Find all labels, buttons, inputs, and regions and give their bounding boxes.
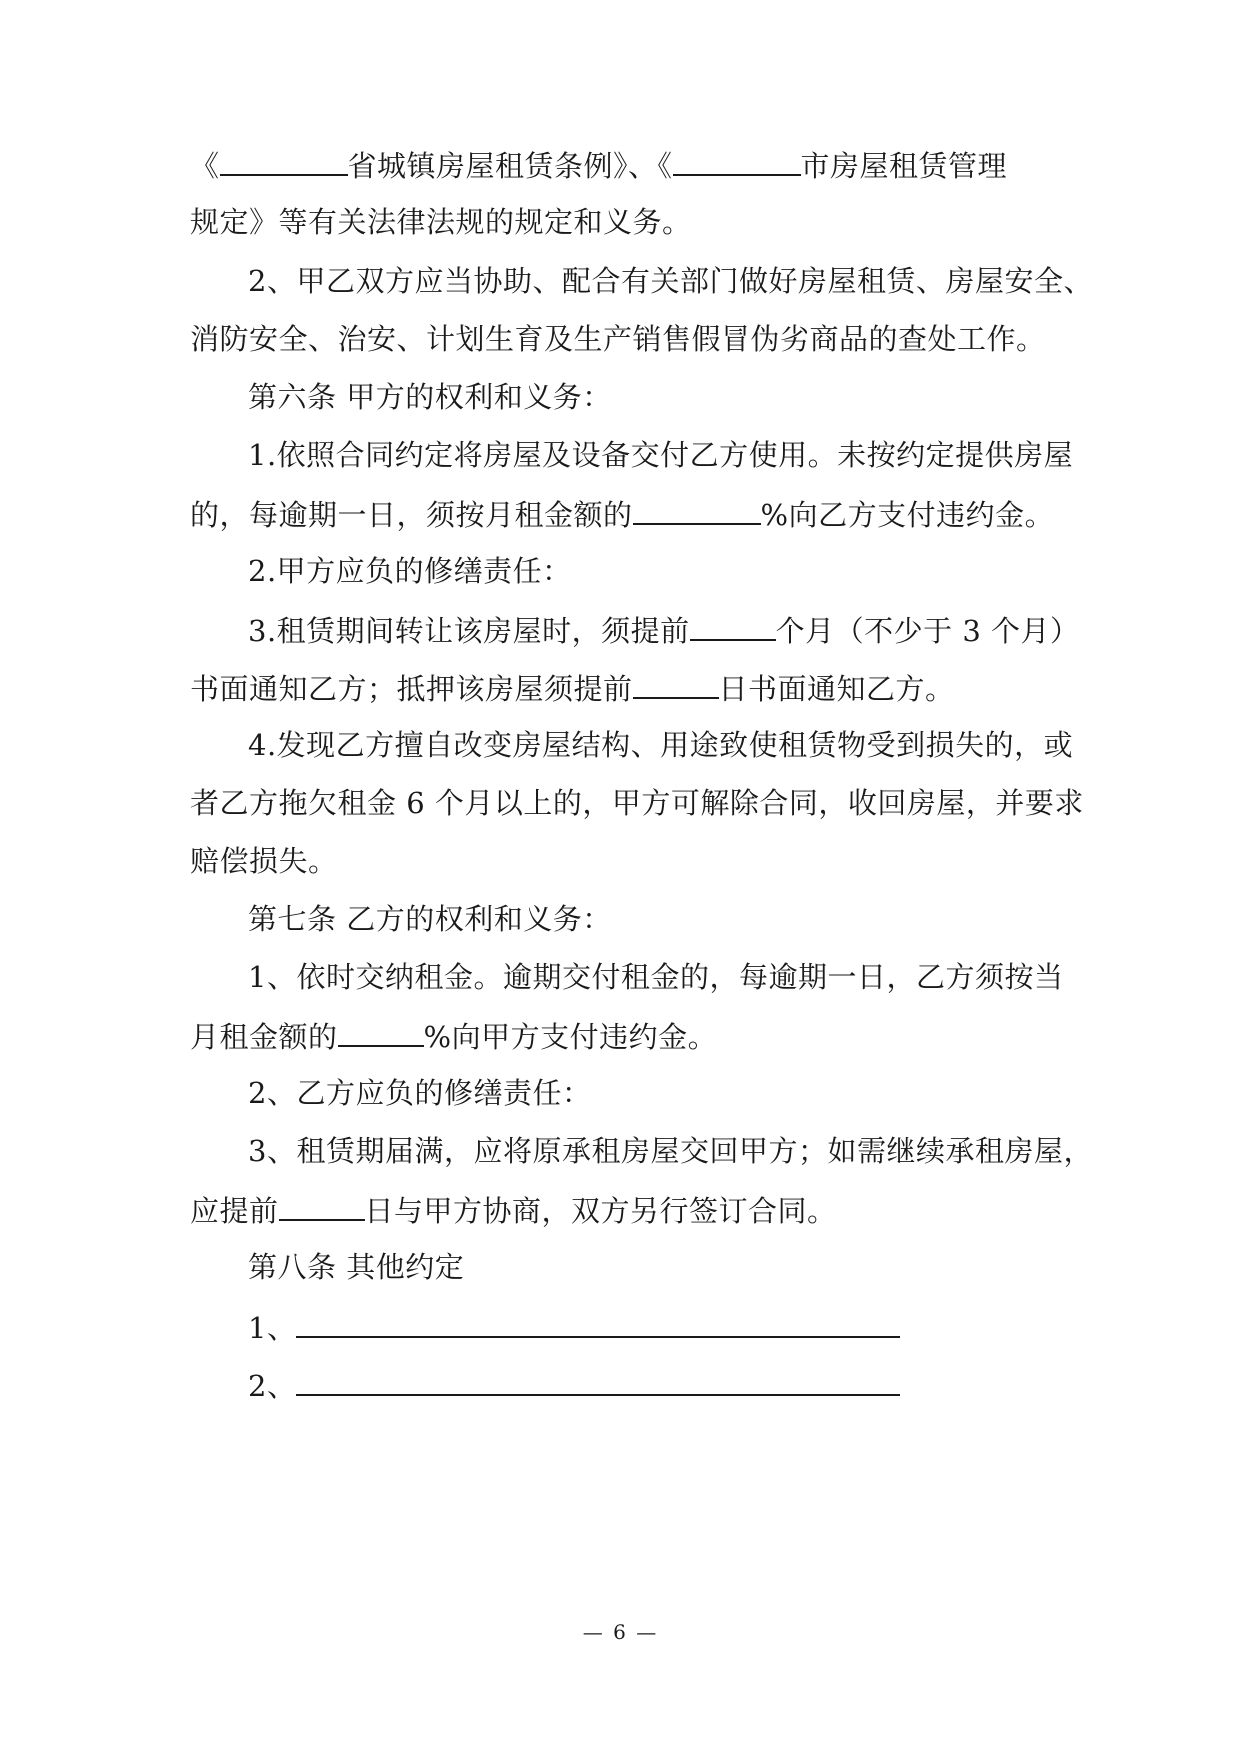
text-line: 月租金额的 %向甲方支付违约金。 <box>190 1015 717 1057</box>
text-line: 规定》等有关法律法规的规定和义务。 <box>190 205 692 239</box>
section-heading: 第七条 乙方的权利和义务： <box>248 902 612 936</box>
fill-blank <box>690 609 776 641</box>
text-line: 2、甲乙双方应当协助、配合有关部门做好房屋租赁、房屋安全、 <box>248 264 1093 298</box>
text-line: 2.甲方应负的修缮责任： <box>248 554 572 588</box>
section-heading: 第六条 甲方的权利和义务： <box>248 380 612 414</box>
text-line: 4.发现乙方擅自改变房屋结构、用途致使租赁物受到损失的，或 <box>248 728 1074 762</box>
fill-blank <box>338 1015 424 1047</box>
fill-blank <box>220 144 348 176</box>
text-line: 3.租赁期间转让该房屋时，须提前 个月（不少于 3 个月） <box>248 609 1080 651</box>
text-line: 1、 <box>248 1306 900 1348</box>
text-line: 书面通知乙方；抵押该房屋须提前 日书面通知乙方。 <box>190 667 955 709</box>
fill-blank <box>296 1306 900 1338</box>
text-line: 2、 <box>248 1364 900 1406</box>
text-line: 《 省城镇房屋租赁条例》、《 市房屋租赁管理 <box>190 144 1007 186</box>
text-line: 1、依时交纳租金。逾期交付租金的，每逾期一日，乙方须按当 <box>248 960 1064 994</box>
page-number: — 6 — <box>582 1620 659 1644</box>
fill-blank <box>633 493 761 525</box>
text-line: 应提前 日与甲方协商，双方另行签订合同。 <box>190 1189 837 1231</box>
section-heading: 第八条 其他约定 <box>248 1250 465 1284</box>
fill-blank <box>296 1364 900 1396</box>
text-line: 赔偿损失。 <box>190 844 338 878</box>
fill-blank <box>633 667 719 699</box>
text-line: 消防安全、治安、计划生育及生产销售假冒伪劣商品的查处工作。 <box>190 322 1046 356</box>
fill-blank <box>673 144 801 176</box>
text-line: 者乙方拖欠租金 6 个月以上的，甲方可解除合同，收回房屋，并要求 <box>190 786 1084 820</box>
text-line: 1.依照合同约定将房屋及设备交付乙方使用。未按约定提供房屋 <box>248 438 1074 472</box>
text-line: 3、租赁期届满，应将原承租房屋交回甲方；如需继续承租房屋， <box>248 1134 1093 1168</box>
text-line: 的，每逾期一日，须按月租金额的 %向乙方支付违约金。 <box>190 493 1054 535</box>
text-line: 2、乙方应负的修缮责任： <box>248 1076 592 1110</box>
fill-blank <box>279 1189 365 1221</box>
